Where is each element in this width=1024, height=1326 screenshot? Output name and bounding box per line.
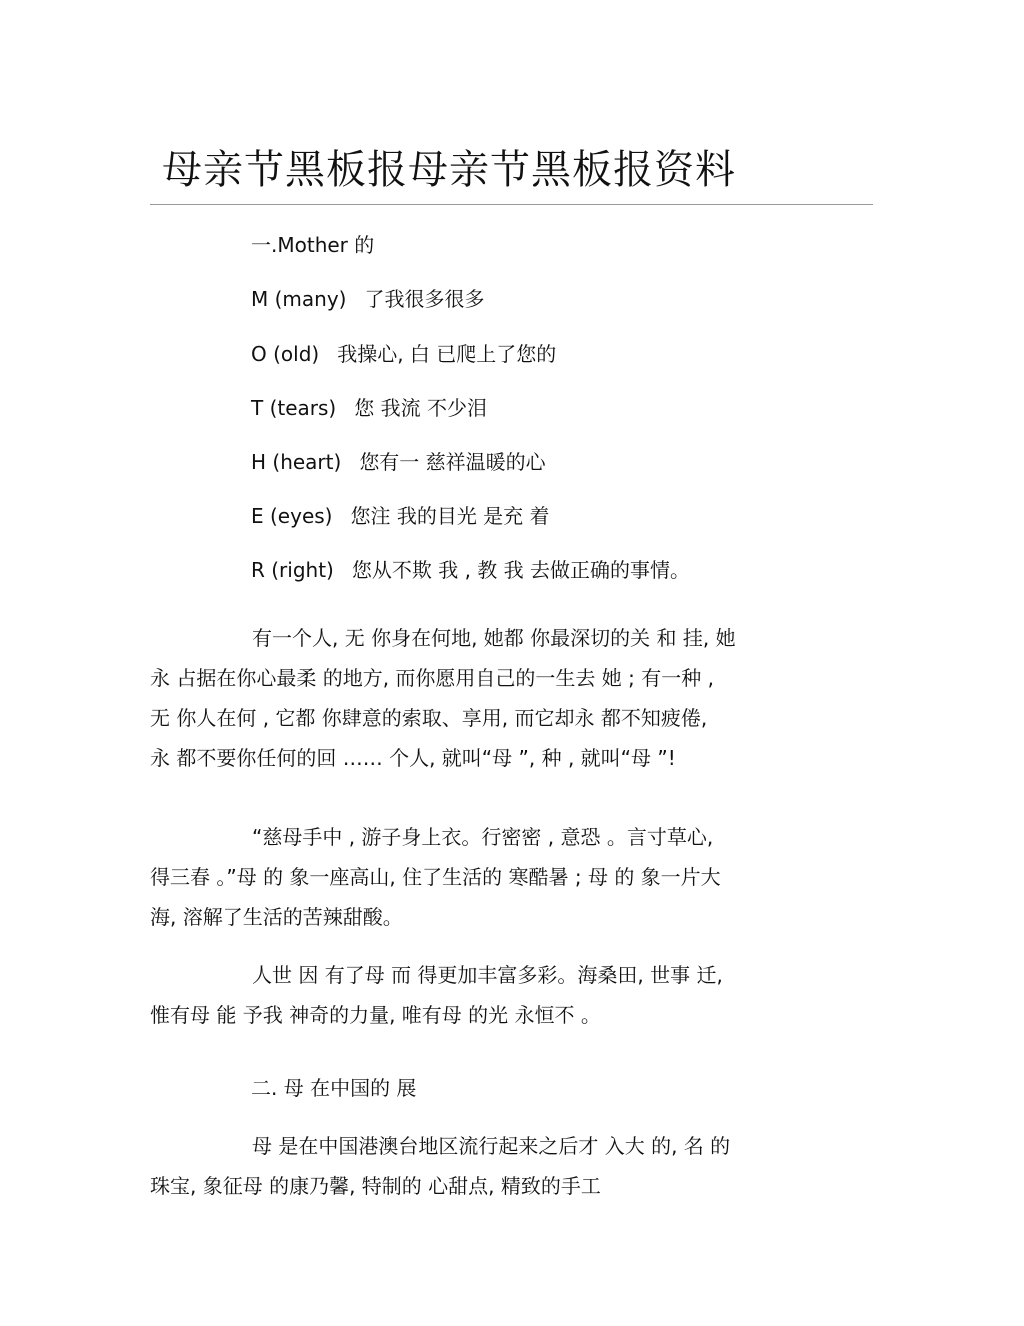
acrostic-line-t: [251, 394, 487, 422]
acrostic-key: R (right): [251, 558, 334, 582]
acrostic-key: O (old): [251, 342, 320, 366]
title-divider: [150, 204, 873, 205]
paragraph-line: 母 是在中国港澳台地区流行起来之后才 入大 的, 名 的: [252, 1134, 731, 1158]
acrostic-text: 您从不欺 我 , 教 我 去做正确的事情。: [351, 558, 691, 582]
paragraph-poem: [150, 817, 810, 937]
paragraph-world: [150, 955, 810, 1035]
paragraph-line: 得三春 。”母 的 象一座高山, 住了生活的 寒酷暑 ; 母 的 象一片大: [150, 865, 721, 889]
paragraph-mother-definition: [150, 618, 810, 778]
acrostic-line-o: [251, 340, 556, 368]
acrostic-line-h: [251, 448, 546, 476]
acrostic-key: M (many): [251, 287, 347, 311]
page-title: 母亲节黑板报母亲节黑板报资料: [162, 147, 736, 193]
section2-heading: 二. 母 在中国的 展: [251, 1076, 417, 1100]
paragraph-line: 永 占据在你心最柔 的地方, 而你愿用自己的一生去 她 ; 有一种 ,: [150, 666, 714, 690]
acrostic-text: 您 我流 不少泪: [354, 396, 487, 420]
paragraph-line: “慈母手中 , 游子身上衣。行密密 , 意恐 。言寸草心,: [252, 825, 714, 849]
paragraph-line: 珠宝, 象征母 的康乃馨, 特制的 心甜点, 精致的手工: [150, 1174, 601, 1198]
acrostic-text: 了我很多很多: [364, 287, 485, 311]
acrostic-line-e: [251, 502, 550, 530]
acrostic-key: E (eyes): [251, 504, 333, 528]
acrostic-text: 您有一 慈祥温暖的心: [359, 450, 546, 474]
paragraph-line: 永 都不要你任何的回 …… 个人, 就叫“母 ”, 种 , 就叫“母 ”!: [150, 746, 676, 770]
acrostic-key: H (heart): [251, 450, 342, 474]
paragraph-line: 无 你人在何 , 它都 你肆意的索取、享用, 而它却永 都不知疲倦,: [150, 706, 708, 730]
section1-heading: 一.Mother 的: [251, 233, 375, 257]
paragraph-line: 海, 溶解了生活的苦辣甜酸。: [150, 905, 403, 929]
paragraph-line: 有一个人, 无 你身在何地, 她都 你最深切的关 和 挂, 她: [252, 626, 736, 650]
acrostic-text: 您注 我的目光 是充 着: [350, 504, 550, 528]
paragraph-china: [150, 1126, 810, 1206]
paragraph-line: 人世 因 有了母 而 得更加丰富多彩。海桑田, 世事 迁,: [252, 963, 723, 987]
acrostic-key: T (tears): [251, 396, 337, 420]
acrostic-line-r: [251, 556, 690, 584]
acrostic-text: 我操心, 白 已爬上了您的: [337, 342, 557, 366]
acrostic-line-m: [251, 285, 484, 313]
paragraph-line: 惟有母 能 予我 神奇的力量, 唯有母 的光 永恒不 。: [150, 1003, 601, 1027]
